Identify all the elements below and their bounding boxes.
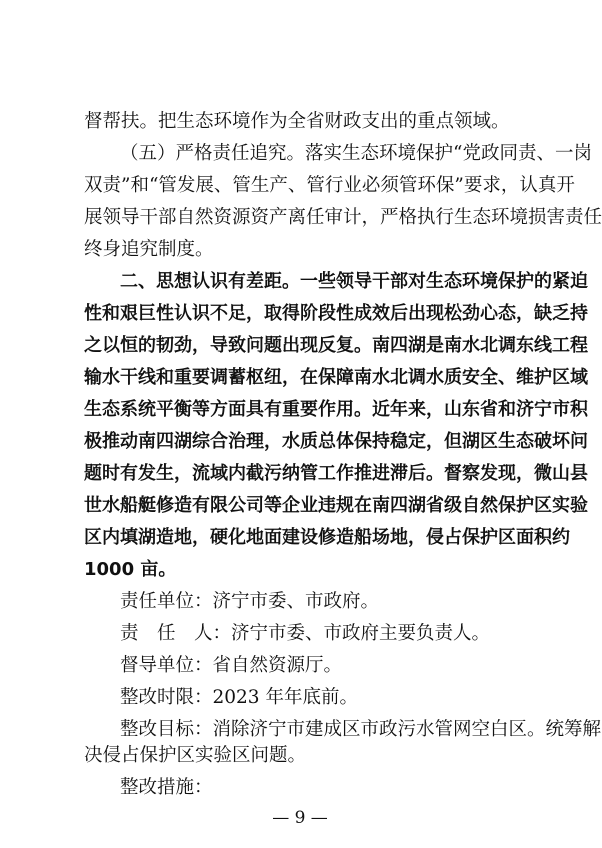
text-line: 展领导干部自然资源资产离任审计，严格执行生态环境损害责任 xyxy=(84,207,602,228)
text-line: 终身追究制度。 xyxy=(84,239,214,260)
text-line: 整改目标：消除济宁市建成区市政污水管网空白区。统筹解 xyxy=(120,719,602,740)
text-line: 督帮扶。把生态环境作为全省财政支出的重点领域。 xyxy=(84,111,510,132)
text-line: 二、思想认识有差距。一些领导干部对生态环境保护的紧迫 xyxy=(120,271,588,292)
text-line: 督导单位：省自然资源厅。 xyxy=(120,655,343,676)
text-line: 责任单位：济宁市委、市政府。 xyxy=(120,591,380,612)
text-line: 区内填湖造地，硬化地面建设修造船场地，侵占保护区面积约 xyxy=(84,527,570,548)
text-line: 整改措施： xyxy=(120,777,213,798)
text-line: 整改时限：2023 年年底前。 xyxy=(120,687,358,708)
text-line: 世水船艇修造有限公司等企业违规在南四湖省级自然保护区实验 xyxy=(84,495,588,516)
text-line: 极推动南四湖综合治理，水质总体保持稳定，但湖区生态破坏问 xyxy=(84,431,588,452)
text-line: 输水干线和重要调蓄枢纽，在保障南水北调水质安全、维护区域 xyxy=(84,367,588,388)
text-line: 之以恒的韧劲，导致问题出现反复。南四湖是南水北调东线工程 xyxy=(84,335,588,356)
page-number: — 9 — xyxy=(272,808,328,828)
text-line: 决侵占保护区实验区问题。 xyxy=(84,745,307,766)
text-line: 性和艰巨性认识不足，取得阶段性成效后出现松劲心态，缺乏持 xyxy=(84,303,588,324)
text-line: 双责”和“管发展、管生产、管行业必须管环保”要求，认真开 xyxy=(84,175,575,196)
text-line: 责 任 人：济宁市委、市政府主要负责人。 xyxy=(120,623,491,644)
text-line: （五）严格责任追究。落实生态环境保护“党政同责、一岗 xyxy=(120,143,592,164)
text-line: 生态系统平衡等方面具有重要作用。近年来，山东省和济宁市积 xyxy=(84,399,588,420)
text-line: 1000 亩。 xyxy=(84,559,177,580)
text-line: 题时有发生，流域内截污纳管工作推进滞后。督察发现，微山县 xyxy=(84,463,588,484)
